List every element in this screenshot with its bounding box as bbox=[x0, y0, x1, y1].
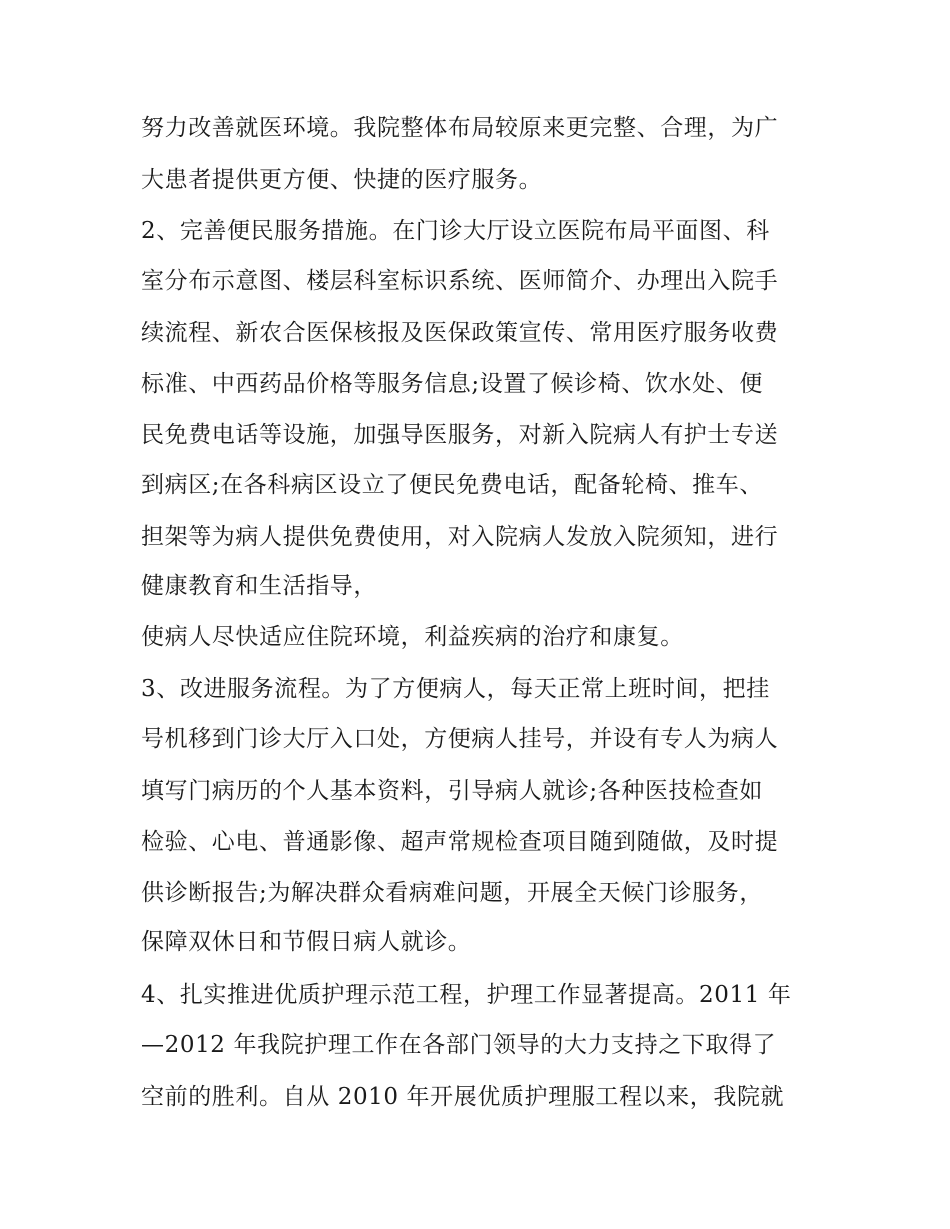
text-line: 2、完善便民服务措施。在门诊大厅设立医院布局平面图、科 bbox=[141, 218, 770, 244]
text-line: 填写门病历的个人基本资料，引导病人就诊;各种医技检查如 bbox=[141, 778, 763, 804]
text-line: 室分布示意图、楼层科室标识系统、医师简介、办理出入院手 bbox=[141, 268, 779, 294]
text-line: 使病人尽快适应住院环境，利益疾病的治疗和康复。 bbox=[141, 624, 684, 650]
text-line: 标准、中西药品价格等服务信息;设置了候诊椅、饮水处、便 bbox=[141, 371, 763, 397]
text-line: 努力改善就医环境。我院整体布局较原来更完整、合理，为广 bbox=[141, 115, 779, 141]
text-line: 空前的胜利。自从 2010 年开展优质护理服工程以来，我院就 bbox=[141, 1084, 785, 1110]
text-line: 担架等为病人提供免费使用，对入院病人发放入院须知，进行 bbox=[141, 524, 779, 550]
text-line: 健康教育和生活指导， bbox=[141, 573, 377, 599]
text-line: 大患者提供更方便、快捷的医疗服务。 bbox=[141, 167, 543, 193]
text-line: 供诊断报告;为解决群众看病难问题，开展全天候门诊服务， bbox=[141, 880, 763, 906]
text-line: 到病区;在各科病区设立了便民免费电话，配备轮椅、推车、 bbox=[141, 472, 763, 498]
text-line: —2012 年我院护理工作在各部门领导的大力支持之下取得了 bbox=[141, 1032, 777, 1058]
text-line: 民免费电话等设施，加强导医服务，对新入院病人有护士专送 bbox=[141, 422, 779, 448]
text-line: 保障双休日和节假日病人就诊。 bbox=[141, 929, 472, 955]
text-line: 3、改进服务流程。为了方便病人，每天正常上班时间，把挂 bbox=[141, 676, 770, 702]
text-line: 续流程、新农合医保核报及医保政策宣传、常用医疗服务收费 bbox=[141, 320, 779, 346]
text-line: 4、扎实推进优质护理示范工程，护理工作显著提高。2011 年 bbox=[141, 982, 792, 1008]
text-line: 号机移到门诊大厅入口处，方便病人挂号，并设有专人为病人 bbox=[141, 726, 779, 752]
text-line: 检验、心电、普通影像、超声常规检查项目随到随做，及时提 bbox=[141, 829, 779, 855]
